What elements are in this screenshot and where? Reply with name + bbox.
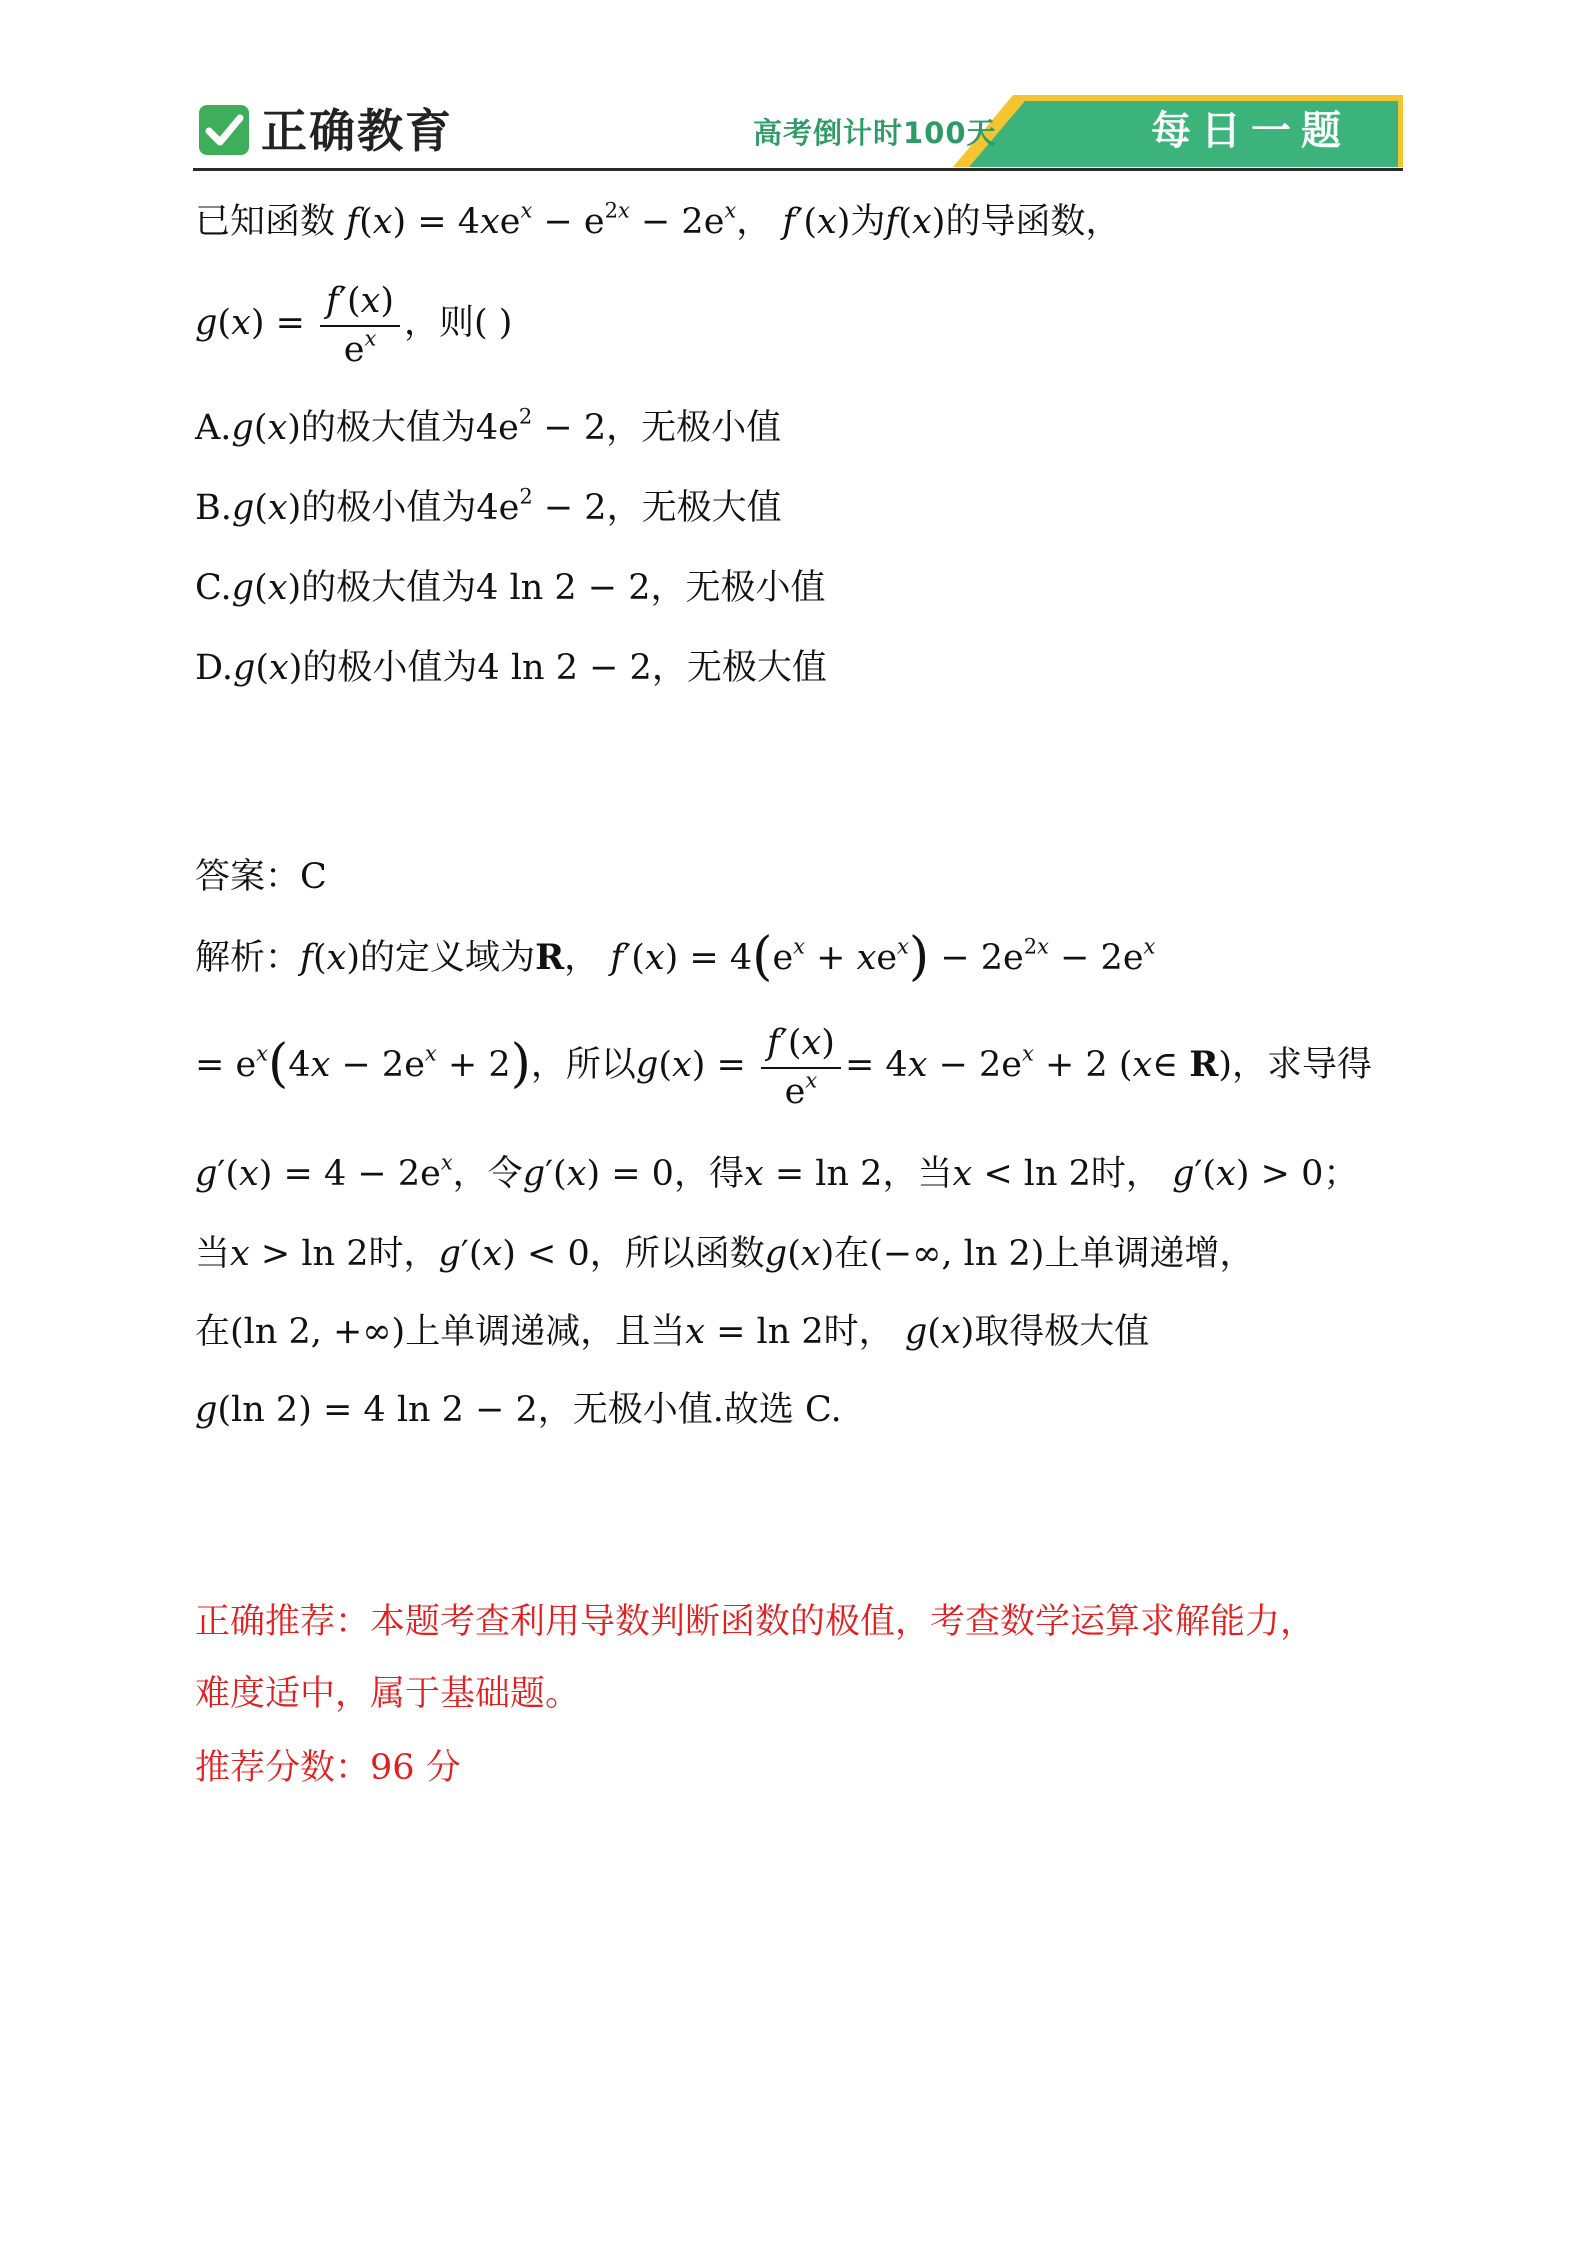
analysis-line-1: 解析：f(x)的定义域为R， $f'(x) = 4(e^x + xe^x) - 2e^{2x} - 2e^x$ [195,927,1156,987]
fraction: $\frac{f'(x)}{e^x}$ [320,277,400,373]
option-d: D.g(x)的极小值为4 ln 2 − 2，无极大值 [195,648,827,688]
countdown-slogan: 高考倒计时100天 [753,116,997,150]
daily-question-title: 每日一题 [1151,108,1351,154]
analysis-line-6: g(ln 2) = 4 ln 2 − 2，无极小值.故选 C. [195,1390,842,1430]
fraction: $\frac{f'(x)}{e^x}$ [761,1019,841,1115]
header-banner [193,95,1403,170]
check-icon [199,105,249,155]
question-line-2: g(x) = $\frac{f'(x)}{e^x}$ ，则( ) [195,276,512,373]
answer-line: 答案：C [195,857,327,897]
recommend-line-1: 正确推荐：本题考查利用导数判断函数的极值，考查数学运算求解能力， [195,1602,1316,1642]
recommend-score: 推荐分数：96 分 [195,1748,461,1788]
option-b: B.g(x)的极小值为$4e^2 - 2$，无极大值 [195,484,782,528]
question-line-1: 已知函数 $f(x) = 4xe^x - e^{2x} - 2e^x$， f′(x)为f(x)的导函数， [195,198,1121,242]
analysis-line-2: = $e^x(4x - 2e^x + 2)$，所以g(x) = $\frac{f'(x)}{e^x}$ = $4x - 2e^x + 2$ (x∈ R)，求导得 [195,1018,1372,1115]
brand-name: 正确教育 [261,104,453,158]
analysis-line-3: $g'(x) = 4 - 2e^x$，令g′(x) = 0，得x = ln 2，当x < ln 2时， g′(x) > 0； [195,1150,1359,1194]
option-a: A.g(x)的极大值为$4e^2 - 2$，无极小值 [195,404,782,448]
header-divider [193,168,1403,171]
analysis-line-4: 当x > ln 2时，g′(x) < 0，所以函数g(x)在(−∞, ln 2)上单调递增， [195,1234,1255,1274]
analysis-line-5: 在(ln 2, +∞)上单调递减，且当x = ln 2时， g(x)取得极大值 [195,1312,1150,1352]
recommend-line-2: 难度适中，属于基础题。 [195,1674,581,1714]
option-c: C.g(x)的极大值为4 ln 2 − 2，无极小值 [195,568,826,608]
